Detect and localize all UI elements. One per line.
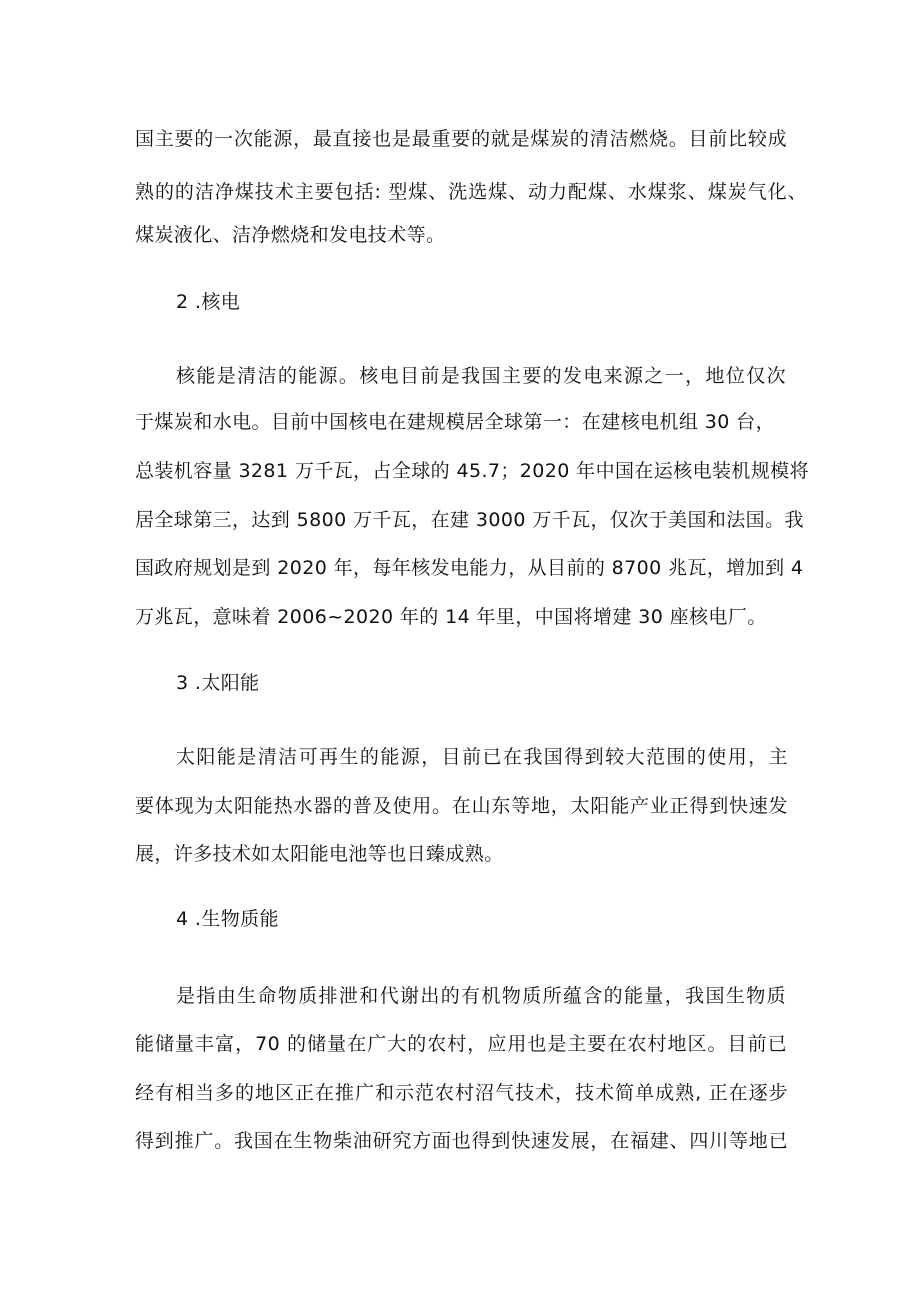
- text-line: 煤炭液化、洁净燃烧和发电技术等。: [135, 224, 446, 246]
- section-heading-nuclear: 2 .核电: [176, 291, 241, 313]
- text-line: 得到推广。我国在生物柴油研究方面也得到快速发展，在福建、四川等地已: [135, 1130, 788, 1152]
- text-line: 要体现为太阳能热水器的普及使用。在山东等地，太阳能产业正得到快速发: [135, 795, 788, 817]
- text-line: 展，许多技术如太阳能电池等也日臻成熟。: [135, 843, 504, 865]
- text-line: 经有相当多的地区正在推广和示范农村沼气技术，技术简单成熟, 正在逐步: [135, 1082, 788, 1104]
- text-line: 国政府规划是到 2020 年，每年核发电能力，从目前的 8700 兆瓦，增加到 4: [135, 557, 804, 579]
- text-line: 总装机容量 3281 万千瓦，占全球的 45.7；2020 年中国在运核电装机规模将: [135, 460, 809, 482]
- text-line: 于煤炭和水电。目前中国核电在建规模居全球第一：在建核电机组 30 台，: [135, 411, 775, 433]
- text-line: 太阳能是清洁可再生的能源，目前已在我国得到较大范围的使用，主: [176, 746, 788, 768]
- text-line: 是指由生命物质排泄和代谢出的有机物质所蕴含的能量，我国生物质: [176, 985, 786, 1007]
- text-line: 能储量丰富，70 的储量在广大的农村，应用也是主要在农村地区。目前已: [135, 1033, 787, 1055]
- text-line: 国主要的一次能源，最直接也是最重要的就是煤炭的清洁燃烧。目前比较成: [135, 128, 787, 150]
- section-heading-biomass: 4 .生物质能: [176, 908, 279, 930]
- text-line: 核能是清洁的能源。核电目前是我国主要的发电来源之一，地位仅次: [176, 365, 786, 387]
- text-line: 居全球第三，达到 5800 万千瓦，在建 3000 万千瓦，仅次于美国和法国。我: [135, 509, 804, 531]
- text-line: 万兆瓦，意味着 2006~2020 年的 14 年里，中国将增建 30 座核电厂。: [135, 606, 767, 628]
- section-heading-solar: 3 .太阳能: [176, 672, 260, 694]
- text-line: 熟的的洁净煤技术主要包括: 型煤、洗选煤、动力配煤、水煤浆、煤炭气化、: [135, 181, 807, 203]
